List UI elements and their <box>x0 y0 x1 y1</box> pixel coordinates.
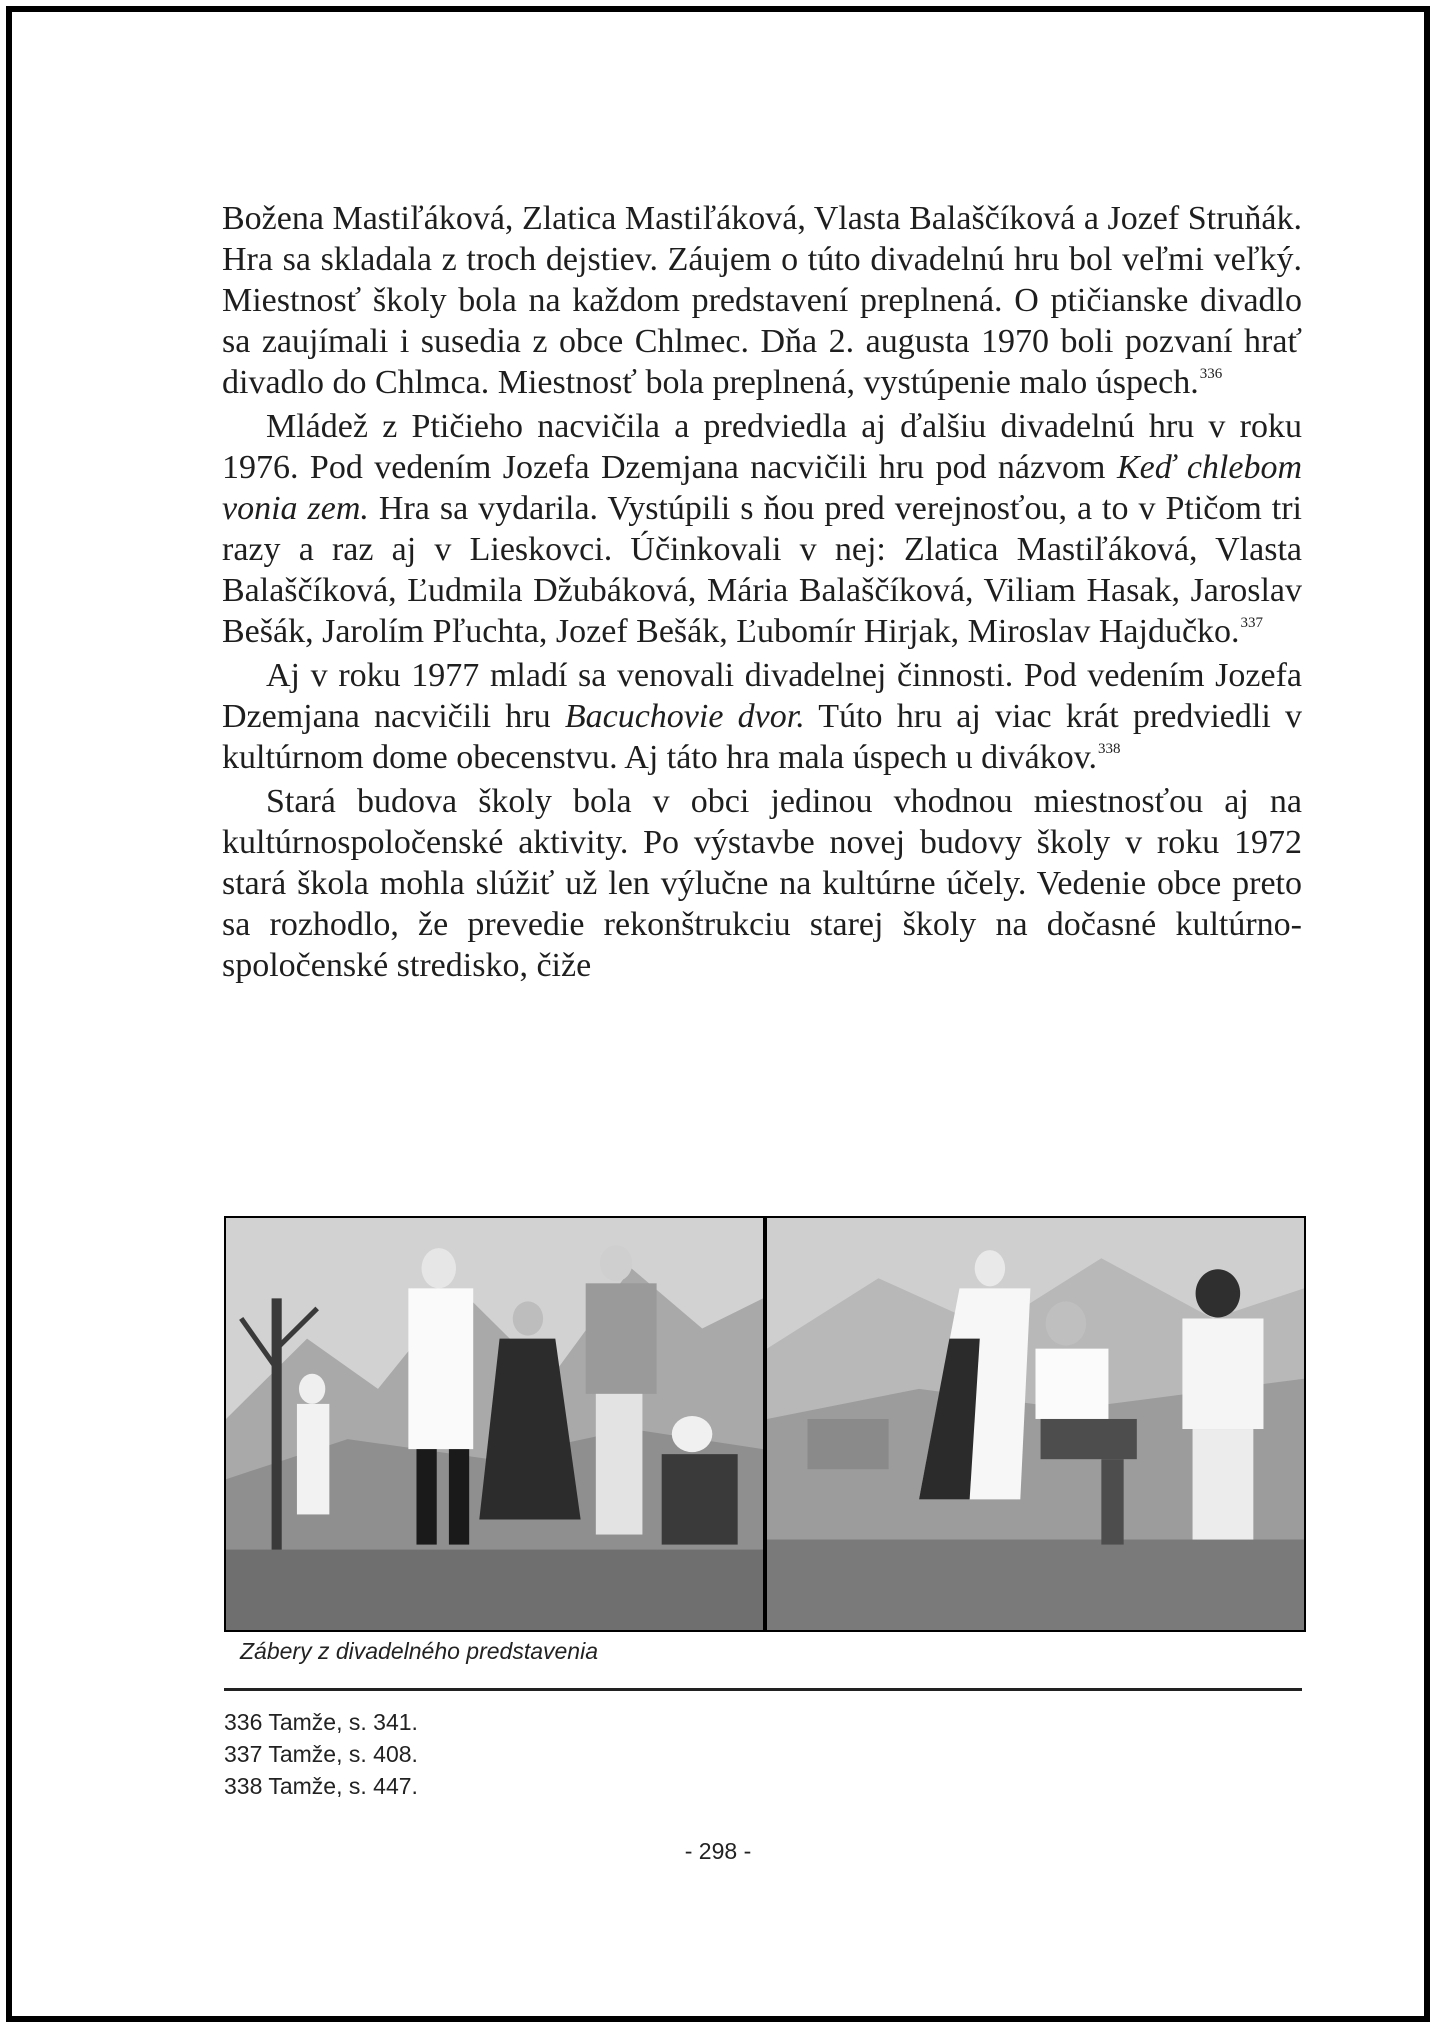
paragraph-4-text: Stará budova školy bola v obci jedinou vhodnou miestnosťou aj na kultúrnospoločenské aktivity. Po výstavbe novej budovy školy v roku 1972 stará škola mohla slúžiť už len výlučne na kultúrne účely. Vedenie obce preto sa rozhodlo, že prevedie rekonštrukciu starej školy na dočasné kultúrno-spoločenské stredisko, čiže <box>222 783 1302 984</box>
footnote-ref-337: 337 <box>1240 615 1264 631</box>
paragraph-3-text-b: Túto hru aj viac krát predviedli v kultúrnom dome obecenstvu. Aj táto hra mala úspech u divákov. <box>222 698 1302 776</box>
footnote-337: 337 Tamže, s. 408. <box>224 1741 418 1767</box>
theatre-photo-left <box>226 1218 763 1630</box>
footnote-ref-336: 336 <box>1199 366 1223 382</box>
play-title-bacuchovie: Bacuchovie dvor. <box>564 698 805 735</box>
paragraph-3-text-a: Aj v roku 1977 mladí sa venovali divadelnej činnosti. Pod vedením Jozefa Dzemjana nacvičili hru <box>222 657 1302 735</box>
paragraph-2 <box>222 406 1302 652</box>
footnote-separator <box>224 1688 1302 1691</box>
footnote-338: 338 Tamže, s. 447. <box>224 1773 418 1799</box>
paragraph-1 <box>222 198 1302 403</box>
footnotes <box>224 1706 418 1802</box>
theatre-photo-right-image <box>767 1218 1304 1630</box>
play-title-ked-chlebom: Keď chlebom vonia zem. <box>222 449 1302 527</box>
page-number: - 298 - <box>684 1838 752 1864</box>
paragraph-2-text-a: Mládež z Ptičieho nacvičila a predviedla aj ďalšiu divadelnú hru v roku 1976. Pod vedením Jozefa Dzemjana nacvičili hru pod názvom <box>222 408 1302 486</box>
footnote-ref-338: 338 <box>1098 741 1121 757</box>
paragraph-3 <box>222 655 1302 778</box>
photo-caption: Zábery z divadelného predstavenia <box>240 1638 599 1664</box>
theatre-photo-left-image <box>226 1218 763 1630</box>
photo-strip <box>224 1216 1306 1632</box>
footnote-336: 336 Tamže, s. 341. <box>224 1709 418 1735</box>
paragraph-1-text: Božena Mastiľáková, Zlatica Mastiľáková, Vlasta Balaščíková a Jozef Struňák. Hra sa skladala z troch dejstiev. Záujem o túto divadelnú hru bol veľmi veľký. Miestnosť školy bola na každom predstavení preplnená. O ptičianske divadlo sa zaujímali i susedia z obce Chlmec. Dňa 2. augusta 1970 boli pozvaní hrať divadlo do Chlmca. Miestnosť bola preplnená, vystúpenie malo úspech. <box>222 200 1302 401</box>
paragraph-4 <box>222 781 1302 986</box>
body-text <box>222 198 1302 986</box>
paragraph-2-text-b: Hra sa vydarila. Vystúpili s ňou pred verejnosťou, a to v Ptičom tri razy a raz aj v Lieskovci. Účinkovali v nej: Zlatica Mastiľáková, Vlasta Balaščíková, Ľudmila Džubáková, Mária Balaščíková, Viliam Hasak, Jaroslav Bešák, Jarolím Pľuchta, Jozef Bešák, Ľubomír Hirjak, Miroslav Hajdučko. <box>222 490 1302 650</box>
theatre-photo-right <box>767 1218 1304 1630</box>
